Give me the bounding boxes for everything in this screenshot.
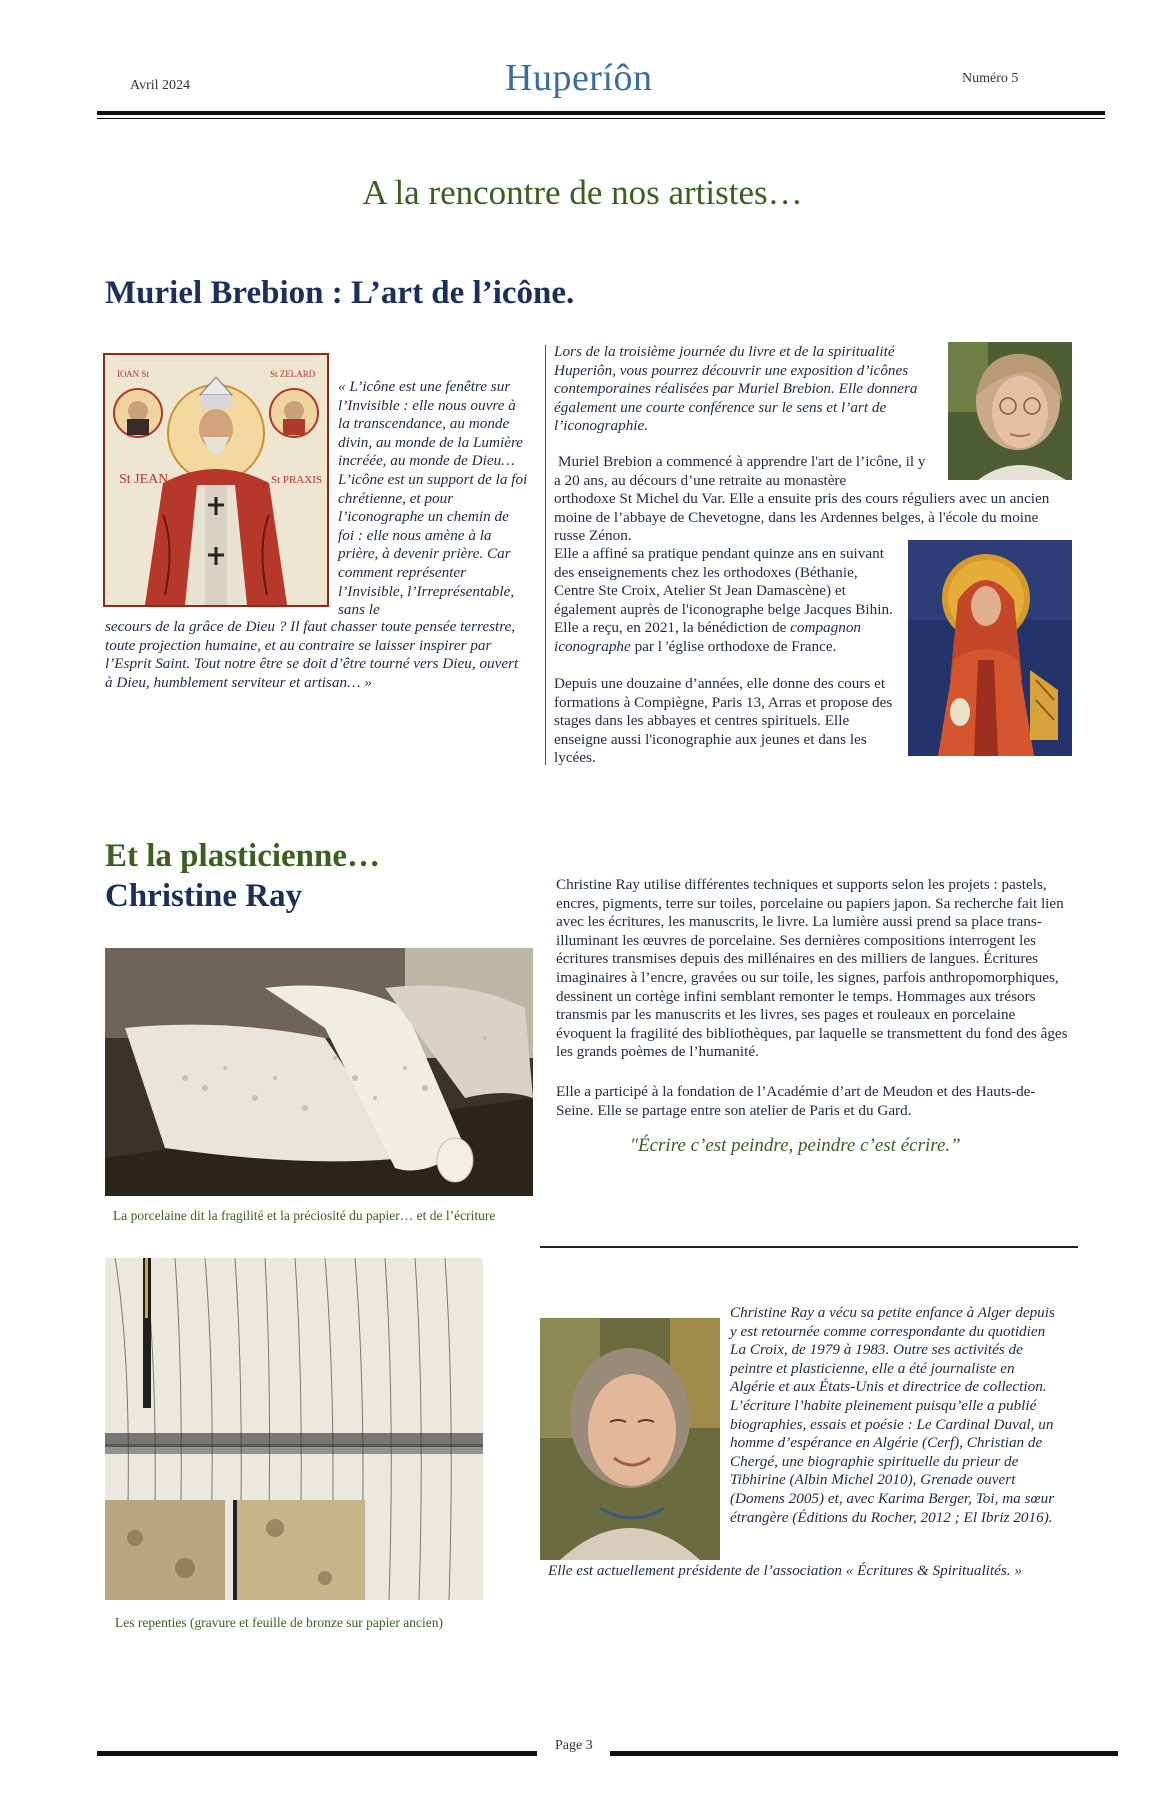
brebion-bio-line1: Muriel Brebion a commencé à apprendre l'art de l’icône, il y a 20 ans, au décours d’une retraite au monastère bbox=[554, 453, 926, 489]
porcelain-scrolls-image bbox=[105, 948, 533, 1196]
icon-label-right-medallion: St ZELARD bbox=[270, 369, 316, 379]
header-rule bbox=[97, 111, 1105, 115]
porcelain-caption: La porcelaine dit la fragilité et la préciosité du papier… et de l’écriture bbox=[113, 1208, 496, 1223]
section-divider-rule bbox=[540, 1246, 1078, 1248]
les-repenties-image bbox=[105, 1258, 483, 1600]
page-number: Page 3 bbox=[555, 1738, 593, 1753]
brebion-bio-p1: orthodoxe St Michel du Var. Elle a ensuite pris des cours réguliers avec un ancien moine de l’abbaye de Chevetogne, dans les Ardennes belges, à l'école du moine russe Zénon. bbox=[554, 490, 1050, 545]
footer-rule-right bbox=[610, 1751, 1118, 1756]
icon-label-right-name: St PRAXIS bbox=[271, 474, 323, 486]
section-title-brebion: Muriel Brebion : L’art de l’icône. bbox=[105, 275, 575, 311]
muriel-brebion-portrait bbox=[948, 342, 1072, 480]
brebion-intro: Lors de la troisième journée du livre et de la spiritualité Huperiôn, vous pourrez découvrir une exposition d’icônes contemporaines réalisées par Muriel Brebion. Elle donnera également une courte conférence sur le sens et l’art de l’iconographie. bbox=[554, 343, 918, 435]
brebion-bio-p3: Depuis une douzaine d’années, elle donne des cours et formations à Compiègne, Paris 13, Arras et propose des stages dans les abbayes et centres spirituels. Elle enseigne aussi l'iconographie aux jeunes et dans les lycées. bbox=[554, 675, 893, 767]
icon-st-jean-image bbox=[103, 353, 329, 607]
repenties-caption: Les repenties (gravure et feuille de bronze sur papier ancien) bbox=[115, 1615, 443, 1630]
ray-quote: "Écrire c’est peindre, peindre c’est écrire.” bbox=[630, 1135, 961, 1156]
brebion-bio-p2-a: Elle a affiné sa pratique pendant quinze ans en suivant des enseignements chez les orthodoxes (Béthanie, Centre Ste Croix, Atelier St Jean Damascène) et également auprès de l'iconographe belge Jacques Bihin. Elle a reçu, en 2021, la bénédiction de bbox=[554, 545, 893, 637]
page-title: A la rencontre de nos artistes… bbox=[362, 173, 803, 212]
christine-ray-portrait bbox=[540, 1318, 720, 1560]
section-title-christine-ray: Christine Ray bbox=[105, 878, 303, 914]
masthead-title: Huperíôn bbox=[505, 57, 653, 99]
header-rule-thin bbox=[97, 118, 1105, 119]
icon-label-left-medallion: ΙΟΑΝ St bbox=[117, 369, 149, 379]
icon-saint-woman-image bbox=[908, 540, 1072, 756]
ray-body-paragraph-2: Elle a participé à la fondation de l’Académie d’art de Meudon et des Hauts-de-Seine. Elle se partage entre son atelier de Paris et du Gard. bbox=[556, 1083, 1036, 1119]
brebion-quote-column: « L’icône est une fenêtre sur l’Invisible : elle nous ouvre à la transcendance, au monde divin, au monde de la Lumière incréée, au monde de Dieu… L’icône est un support de la foi chrétienne, et pour l’iconographe un chemin de foi : elle nous amène à la prière, à devenir prière. Car comment représenter l’Invisible, l’Irreprésentable, sans le bbox=[338, 378, 528, 619]
icon-label-left-name: St JEAN bbox=[119, 472, 169, 487]
brebion-bio-p2 bbox=[554, 545, 899, 657]
column-divider bbox=[545, 345, 546, 765]
footer-rule-left bbox=[97, 1751, 537, 1756]
issue-date: Avril 2024 bbox=[130, 78, 191, 93]
brebion-bio-p2-b: par l 'église orthodoxe de France. bbox=[630, 637, 837, 655]
brebion-quote-continued: secours de la grâce de Dieu ? Il faut chasser toute pensée terrestre, toute projection humaine, et au contraire se laisser inspirer par l’Esprit Saint. Tout notre être se doit d’être tourné vers Dieu, ouvert à Dieu, humblement serviteur et artisan… » bbox=[105, 618, 519, 691]
ray-body-paragraph: Christine Ray utilise différentes techniques et supports selon les projets : pastels, encres, pigments, terre sur toiles, porcelaine ou papiers japon. Sa recherche fait lien avec les écritures, les manuscrits, le livre. La lumière aussi prend sa place trans-illuminant les œuvres de porcelaine. Ses dernières compositions interrogent les écritures transmises depuis des millénaires en des milliers de langues. Écritures imaginaires à l’encre, gravées ou sur toile, les signes, parfois anthropomorphiques, dessinent un cortège infini semblant remonter le temps. Hommages aux trésors transmis par les manuscrits et les livres, ses pages et rouleaux en porcelaine évoquent la fragilité des bibliothèques, par laquelle se transmettent du fond des âges les grands poèmes de l’humanité. bbox=[556, 876, 1068, 1061]
ray-bio: Christine Ray a vécu sa petite enfance à Alger depuis y est retournée comme correspondante du quotidien La Croix, de 1979 à 1983. Outre ses activités de peintre et plasticienne, elle a été journaliste en Algérie et aux États-Unis et directrice de collection. L’écriture l’habite pleinement puisqu’elle a publié biographies, essais et poésie : Le Cardinal Duval, un homme d’espérance en Algérie (Cerf), Christian de Chergé, une biographie spirituelle du prieur de Tibhirine (Albin Michel 2010), Grenade ouvert (Domens 2005) et, avec Karima Berger, Toi, ma sœur étrangère (Éditions du Rocher, 2012 ; El Ibriz 2016). bbox=[730, 1304, 1055, 1526]
issue-number: Numéro 5 bbox=[962, 71, 1019, 86]
section-title-plasticienne: Et la plasticienne… bbox=[105, 838, 381, 874]
ray-bio-last: Elle est actuellement présidente de l’association « Écritures & Spiritualités. » bbox=[548, 1562, 1022, 1579]
brebion-bio-p2-em: compagnon iconographe bbox=[554, 619, 862, 655]
